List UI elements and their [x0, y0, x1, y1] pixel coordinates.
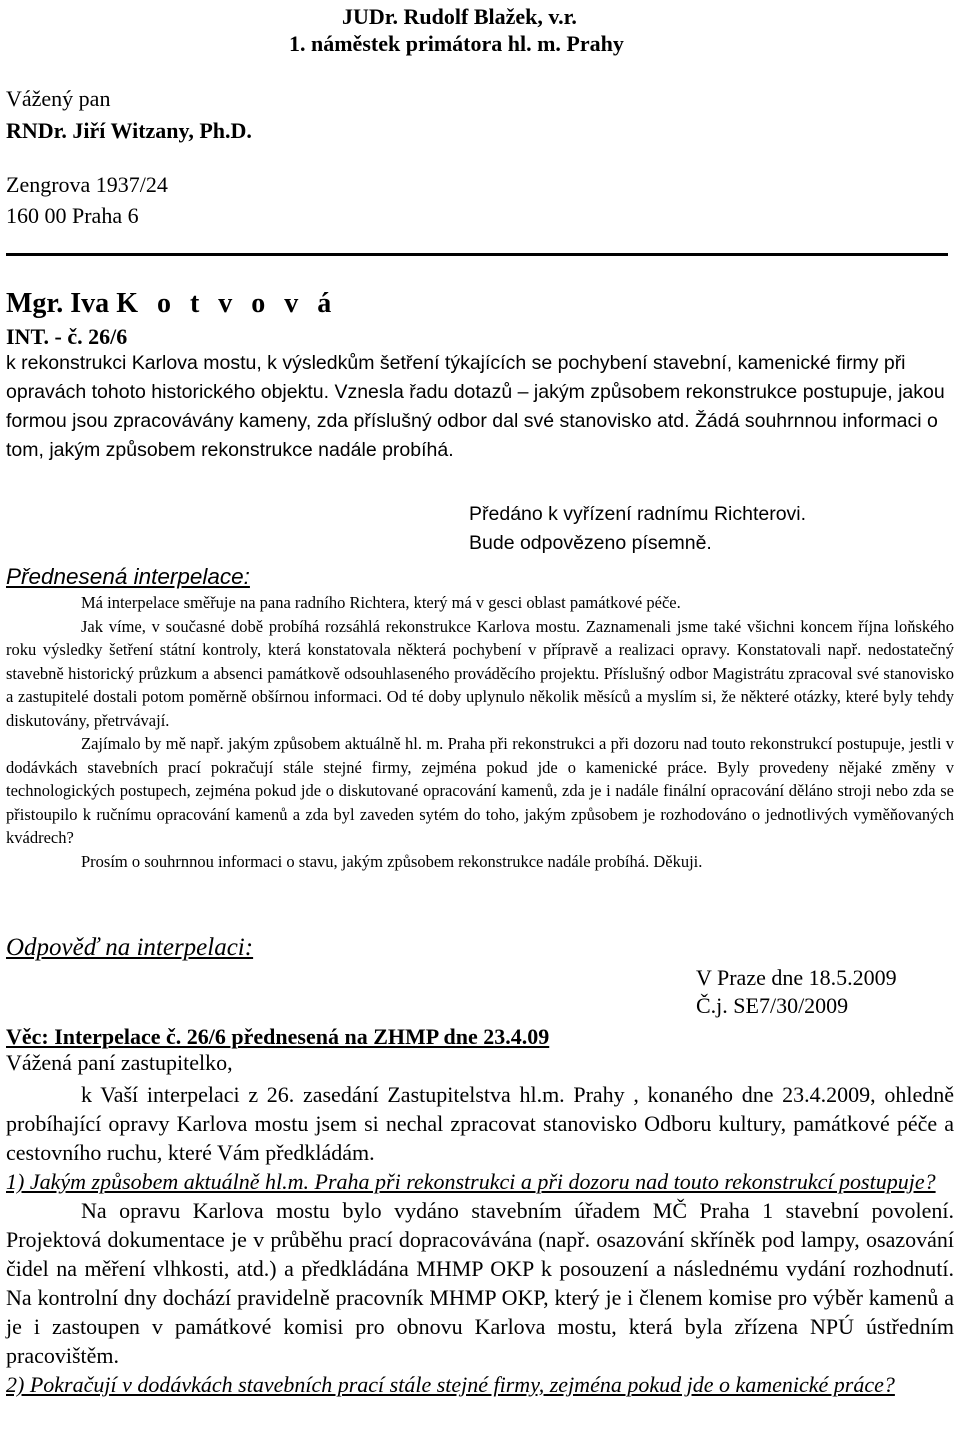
answer-heading: Odpověď na interpelaci:: [6, 934, 254, 961]
answer-subject: Věc: Interpelace č. 26/6 přednesená na ZHMP dne 23.4.09: [6, 1024, 550, 1049]
answer-salutation: Vážená paní zastupitelko,: [6, 1050, 233, 1075]
addressee-salutation: Vážený pan: [6, 86, 111, 111]
presented-paragraph-2: Jak víme, v současné době probíhá rozsáhlá rekonstrukce Karlova mostu. Zaznamenali jsme také všichni koncem října loňského roku výsledky šetření státní kontroly, která konstatovala některá pochybení v přípravě a realizaci opravy. Konstatovali např. nedostatečný stavebně historický průzkum a absenci památkově odsouhlaseného prováděcího projektu. Příslušný odbor Magistrátu zpracoval své stanovisko a zastupitelé dostali potom poměrně obšírnou informaci. Od té doby uplynulo několik měsíců a myslím si, že některé otázky, které byly tehdy diskutovány, přetrvávají.: [6, 616, 954, 730]
answer-question-1: 1) Jakým způsobem aktuálně hl.m. Praha při rekonstrukci a při dozoru nad touto rekonstrukcí postupuje?: [6, 1169, 936, 1194]
presented-heading: Přednesená interpelace:: [6, 564, 250, 589]
answer-question-2: 2) Pokračují v dodávkách stavebních prací stále stejné firmy, zejména pokud jde o kamenické práce?: [6, 1372, 895, 1397]
interpellant-surname: K o t v o v á: [116, 288, 338, 319]
interpellation-reference: INT. - č. 26/6: [6, 324, 128, 349]
presented-text: [6, 591, 954, 873]
summary-part1: k rekonstrukci Karlova mostu, k výsledkům šetření týkajících se pochybení stavební, kamenické firmy při opravách tohoto historického objektu.: [6, 352, 906, 403]
handover-line2: Bude odpovězeno písemně.: [469, 532, 712, 554]
interpellation-summary: [6, 349, 954, 465]
signer-title: 1. náměstek primátora hl. m. Prahy: [289, 31, 624, 56]
answer-body: [6, 1080, 954, 1399]
answer-reference: Č.j. SE7/30/2009: [696, 993, 849, 1018]
interpellant-name: [6, 288, 337, 320]
separator-line: [6, 253, 948, 256]
addressee-name: RNDr. Jiří Witzany, Ph.D.: [6, 118, 252, 143]
presented-paragraph-3: Zajímalo by mě např. jakým způsobem aktuálně hl. m. Praha při rekonstrukci a při dozoru nad touto rekonstrukcí postupuje, jestli v dodávkách stavebních prací pokračují stále stejné firmy, zejména pokud jde o kamenické práce. Byly provedeny nějaké změny v technologických postupech, zejména pokud jde o diskutované opracování kamenů, zda je i nadále finální opracování děláno stroji nebo zda se přistoupilo k ručnímu opracování kamenů a zda byl zaveden sytém do toho, jakým způsobem je rozhodováno o jednotlivých vyměňovaných kvádrech?: [6, 734, 954, 847]
addressee-street: Zengrova 1937/24: [6, 172, 168, 197]
presented-paragraph-1: Má interpelace směřuje na pana radního Richtera, který má v gesci oblast památkové péče.: [81, 593, 681, 612]
answer-date: V Praze dne 18.5.2009: [696, 965, 897, 990]
interpellant-name-prefix: Mgr. Iva: [6, 288, 117, 319]
summary-part2: Vznesla řadu dotazů – jakým způsobem rekonstrukce postupuje, jakou formou jsou zpracovávány kameny, zda příslušný odbor dal své stanovisko atd. Žádá souhrnnou informaci o tom, jakým způsobem rekonstrukce nadále probíhá.: [6, 381, 945, 461]
answer-response-1: Na opravu Karlova mostu bylo vydáno stavebním úřadem MČ Praha 1 stavební povolení. Projektová dokumentace je v průběhu prací dopracovávána (např. osazování skříněk pod lampy, osazování čidel na měření vlhkosti, atd.) a předkládána MHMP OKP k posouzení a následnému vydání rozhodnutí. Na kontrolní dny dochází pravidelně pracovník MHMP OKP, který je i členem komise pro výběr kamenů a je i zastoupen v památkové komisi pro obnovu Karlova mostu, která byla zřízena NPÚ ústředním pracovištěm.: [6, 1198, 954, 1368]
signer-name: JUDr. Rudolf Blažek, v.r.: [342, 4, 577, 29]
answer-intro: k Vaší interpelaci z 26. zasedání Zastupitelstva hl.m. Prahy , konaného dne 23.4.2009, ohledně probíhající opravy Karlova mostu jsem si nechal zpracovat stanovisko Odboru kultury, památkové péče a cestovního ruchu, které Vám předkládám.: [6, 1082, 954, 1165]
handover-line1: Předáno k vyřízení radnímu Richterovi.: [469, 503, 807, 525]
addressee-city: 160 00 Praha 6: [6, 203, 139, 228]
presented-paragraph-4: Prosím o souhrnnou informaci o stavu, jakým způsobem rekonstrukce nadále probíhá. Děkuji.: [81, 851, 703, 871]
